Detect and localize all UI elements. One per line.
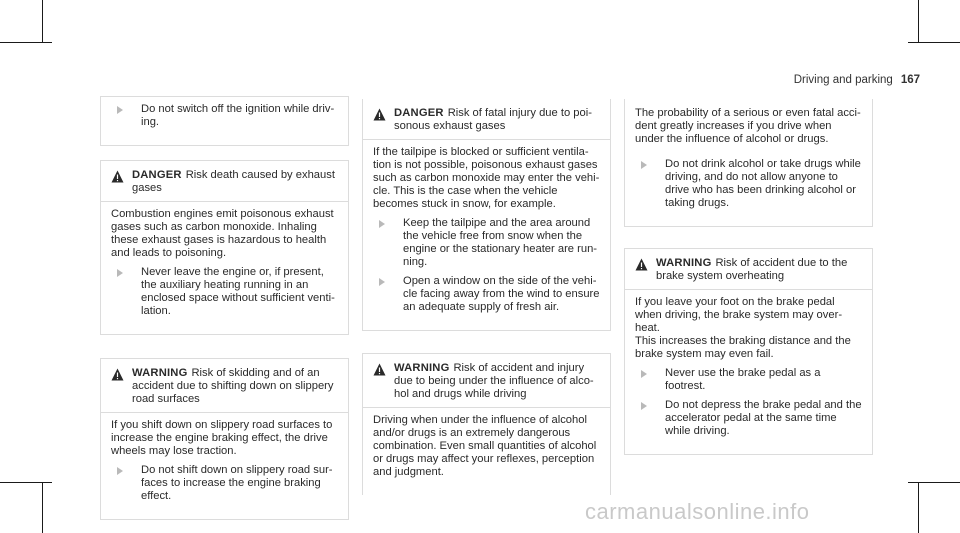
warning-box — [362, 353, 611, 495]
warning-keyword: WARNING — [394, 362, 450, 374]
danger-keyword: DANGER — [132, 169, 182, 181]
warning-body: If you leave your foot on the brake pedal when driving, the brake system may over- heat. — [635, 296, 843, 334]
warning-box — [624, 248, 873, 455]
warning-keyword: WARNING — [656, 257, 712, 269]
section-title: Driving and parking — [793, 74, 893, 86]
page-number: 167 — [900, 74, 920, 86]
warning-title: Risk of accident and injury due to being under the influence of alco- hol and drugs while driving — [394, 362, 594, 400]
list-item: Do not drink alcohol or take drugs while driving, and do not allow anyone to drive who has been drinking alcohol or taking drugs. — [641, 158, 862, 210]
danger-box — [362, 99, 611, 331]
list-item: Never leave the engine or, if present, the auxiliary heating running in an enclosed space without sufficient venti- lation. — [117, 266, 338, 318]
danger-title: Risk of fatal injury due to poi- sonous exhaust gases — [394, 107, 592, 132]
warning-box — [100, 358, 349, 520]
list-item: Never use the brake pedal as a footrest. — [641, 367, 862, 393]
intro-paragraph: The probability of a serious or even fatal acci- dent greatly increases if you drive when under the influence of alcohol or drugs. — [635, 107, 861, 145]
bullet-arrow-icon — [641, 161, 653, 169]
crop-mark — [908, 482, 960, 483]
warning-keyword: WARNING — [132, 367, 188, 379]
warning-body: If you shift down on slippery road surfaces to increase the engine braking effect, the drive wheels may lose traction. — [111, 419, 333, 457]
crop-mark — [42, 482, 43, 533]
column-3 — [624, 99, 873, 455]
crop-mark — [918, 482, 919, 533]
danger-title: Risk death caused by exhaust gases — [132, 169, 335, 194]
crop-mark — [42, 0, 43, 42]
warning-title: Risk of accident due to the brake system overheating — [656, 257, 848, 282]
intro-box — [100, 96, 349, 146]
bullet-arrow-icon — [379, 278, 391, 286]
list-item: Do not shift down on slippery road sur- faces to increase the engine braking effect. — [117, 464, 338, 503]
watermark: carmanualsonline.info — [585, 499, 810, 524]
bullet-arrow-icon — [641, 402, 653, 410]
running-header — [794, 74, 920, 87]
warning-triangle-icon — [373, 363, 386, 376]
warning-triangle-icon — [373, 108, 386, 121]
list-item: Do not depress the brake pedal and the accelerator pedal at the same time while driving. — [641, 399, 862, 438]
list-item: Do not switch off the ignition while driv- ing. — [117, 103, 338, 129]
bullet-arrow-icon — [117, 269, 129, 277]
warning-triangle-icon — [635, 258, 648, 271]
crop-mark — [908, 42, 960, 43]
crop-mark — [918, 0, 919, 42]
warning-triangle-icon — [111, 170, 124, 183]
danger-body: If the tailpipe is blocked or sufficient ventila- tion is not possible, poisonous exhaust gases such as carbon monoxide may enter the vehi- cle. This is the case when the vehicle becomes stuck in snow, for example. — [373, 146, 600, 210]
bullet-arrow-icon — [117, 467, 129, 475]
warning-title: Risk of skidding and of an accident due to shifting down on slippery road surfaces — [132, 367, 334, 405]
crop-mark — [0, 42, 52, 43]
danger-body: Combustion engines emit poisonous exhaust gases such as carbon monoxide. Inhaling these exhaust gases is hazardous to health and leads to poisoning. — [111, 208, 334, 259]
warning-body: Driving when under the influence of alcohol and/or drugs is an extremely dangerous combination. Even small quantities of alcohol or drugs may affect your reflexes, perception and judgment. — [373, 414, 597, 478]
danger-box — [100, 160, 349, 335]
continuation-box — [624, 99, 873, 227]
warning-body: This increases the braking distance and the brake system may even fail. — [635, 335, 851, 360]
bullet-arrow-icon — [379, 220, 391, 228]
list-item: Open a window on the side of the vehi- cle facing away from the wind to ensure an adequate supply of fresh air. — [379, 275, 600, 314]
bullet-arrow-icon — [117, 106, 129, 114]
bullet-arrow-icon — [641, 370, 653, 378]
column-2 — [362, 99, 611, 495]
list-item: Keep the tailpipe and the area around the vehicle free from snow when the engine or the stationary heater are run- ning. — [379, 217, 600, 269]
danger-keyword: DANGER — [394, 107, 444, 119]
crop-mark — [0, 482, 52, 483]
warning-triangle-icon — [111, 368, 124, 381]
column-1 — [100, 96, 349, 520]
